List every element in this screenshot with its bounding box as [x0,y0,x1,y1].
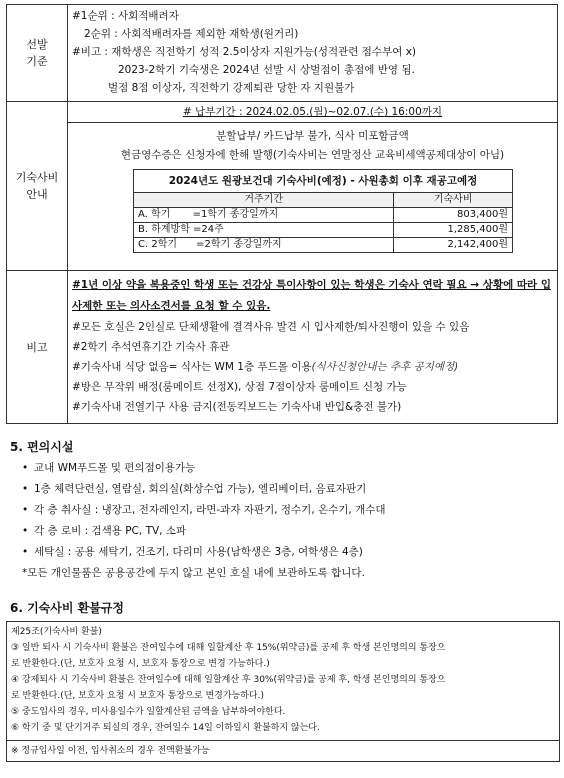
table-row [134,223,513,238]
selection-line-1: #1순위 : 사회적배려자 [72,10,179,22]
refund-clause-5: ⑤ 중도입사의 경우, 미사용일수가 일할계산된 금액을 납부하여야한다. [11,707,286,717]
fee-cost-a: 803,400원 [394,208,513,223]
dorm-fee-table [133,169,513,253]
fee-note-2: 현금영수증은 신청자에 한해 발행(기숙사비는 연말정산 교육비세액공제대상이 아님) [120,149,505,161]
fee-period-c: C. 2학기 =2학기 종강일까지 [134,238,394,253]
table-row [134,208,513,223]
remark-meals: #기숙사내 식당 없음= 식사는 WM 1층 푸드몰 이용(식사신청안내는 추후 공지예정) [72,361,459,373]
facilities-list [22,458,386,584]
remark-rooms: #모든 호실은 2인실로 단체생활에 결격사유 발견 시 입사제한/퇴사진행이 있을 수 있음 [72,321,470,333]
refund-heading: 6. 기숙사비 환불규정 [10,601,125,615]
fee-label: 기숙사비 안내 [7,102,68,271]
selection-line-5: 벌점 8점 이상자, 직전학기 강제퇴관 당한 자 지원불가 [108,82,355,94]
list-item: • 1층 체력단련실, 열람실, 회의실(화상수업 가능), 엘리베이터, 음료자판기 [22,483,367,495]
remark-room-assignment: #방은 무작위 배정(룸메이트 선정X), 상점 7점이상자 룸메이트 신청 가능 [72,381,407,393]
list-item: • 세탁실 : 공용 세탁기, 건조기, 다리미 사용(남학생은 3층, 여학생은 4층) [22,546,363,558]
selection-line-3: #비고 : 재학생은 직전학기 성적 2.5이상자 지원가능(성적관련 점수부여 x) [72,46,417,58]
list-item: • 각 층 취사실 : 냉장고, 전자레인지, 라면-과자 자판기, 정수기, 온수기, 개수대 [22,504,386,516]
refund-articles [7,622,559,741]
selection-line-4: 2023-2학기 기숙생은 2024년 선발 시 상벌점이 총점에 반영 됨. [118,64,415,76]
table-row [134,238,513,253]
remarks-content [68,271,558,424]
fee-period-b: B. 하계방학 =24주 [134,223,394,238]
fee-table-caption: 2024년도 원광보건대 기숙사비(예정) - 사원총회 이후 재공고예정 [134,170,513,193]
fee-notes [68,123,557,165]
selection-label: 선발 기준 [7,5,68,102]
facilities-note: *모든 개인물품은 공용공간에 두지 않고 본인 호실 내에 보관하도록 합니다. [22,567,365,579]
fee-table-header-cost: 기숙사비 [394,193,513,208]
dorm-info-table [6,4,558,424]
selection-line-2: 2순위 : 사회적배려자를 제외한 재학생(원거리) [84,28,299,40]
selection-row [7,5,558,102]
fee-note-1: 분할납부/ 카드납부 불가, 식사 미포함금액 [216,130,409,142]
remark-holiday: #2학기 추석연휴기간 기숙사 휴관 [72,341,230,353]
remark-appliances: #기숙사내 전열기구 사용 금지(전동킥보드는 기숙사내 반입&충전 불가) [72,401,402,413]
list-item: • 교내 WM푸드몰 및 편의점이용가능 [22,462,196,474]
remarks-row [7,271,558,424]
refund-clause-3b: 로 반환한다.(단, 보호자 요청 시, 보호자 통장으로 변경 가능하다.) [11,659,270,669]
fee-period-a: A. 학기 =1학기 종강일까지 [134,208,394,223]
facilities-heading: 5. 편의시설 [10,440,74,454]
refund-clause-6: ⑥ 학기 중 및 단기거주 퇴실의 경우, 잔여일수 14일 이하일시 환불하지 않는다. [11,723,320,733]
fee-content [68,102,558,271]
payment-period: # 납부기간 : 2024.02.05.(월)~02.07.(수) 16:00까지 [68,102,557,123]
refund-clause-4b: 로 반환한다.(단, 보호자 요청 시 보호자 통장으로 변경가능하다.) [11,691,264,701]
refund-regulation-box [6,621,560,762]
remark-health: #1년 이상 약을 복용중인 학생 또는 건강상 특이사항이 있는 학생은 기숙사 연락 필요 → 상황에 따라 입사제한 또는 의사소견서를 요청 할 수 있음. [72,279,551,312]
remarks-label: 비고 [7,271,68,424]
refund-footnote: ※ 정규입사일 이전, 입사취소의 경우 전액환불가능 [11,746,210,756]
fee-cost-b: 1,285,400원 [394,223,513,238]
refund-article-title: 제25조(기숙사비 환불) [11,627,102,637]
refund-clause-4a: ④ 강제퇴사 시 기숙사비 환불은 잔여일수에 대해 일할계산 후 30%(위약금)를 공제 후, 학생 본인명의의 통장으 [11,675,446,685]
refund-clause-3a: ③ 일반 퇴사 시 기숙사비 환불은 잔여일수에 대해 일할계산 후 15%(위약금)를 공제 후 학생 본인명의의 통장으 [11,643,446,653]
fee-table-header-period: 거주기간 [134,193,394,208]
fee-row [7,102,558,271]
selection-content [68,5,558,102]
fee-cost-c: 2,142,400원 [394,238,513,253]
list-item: • 각 층 로비 : 검색용 PC, TV, 소파 [22,525,187,537]
